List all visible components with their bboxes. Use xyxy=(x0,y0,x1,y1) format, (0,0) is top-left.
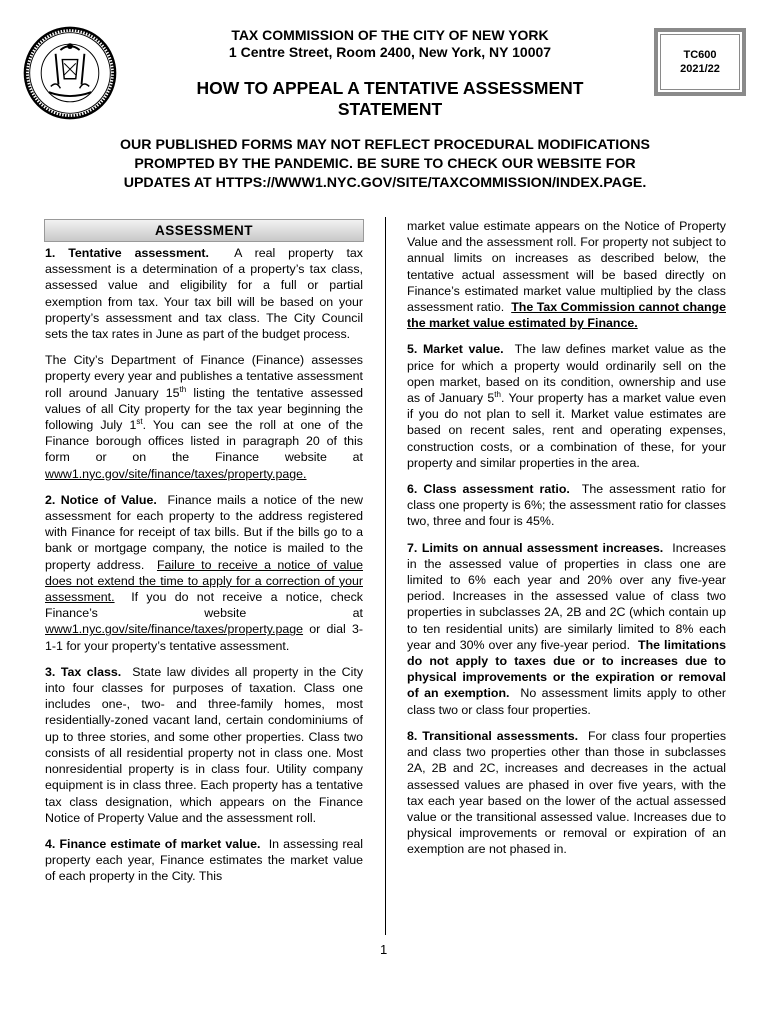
notice-line-3: UPDATES AT HTTPS://WWW1.NYC.GOV/SITE/TAXCOMMISSION/INDEX.PAGE. xyxy=(123,175,647,191)
form-id-box xyxy=(654,28,746,96)
organization-name: TAX COMMISSION OF THE CITY OF NEW YORK xyxy=(231,27,549,43)
superscript: th xyxy=(179,384,187,394)
paragraph-heading: 4. Finance estimate of market value. xyxy=(45,836,261,851)
paragraph-tax-class xyxy=(45,664,363,826)
paragraph-text: . Your property has a market value even if you do not plan to sell it. Market value estimates are based on recent sales, rent and operating expenses, construction costs, or a combination of these, for your property and similar properties in the area. xyxy=(407,391,726,470)
paragraph-transitional-assessments xyxy=(407,728,726,858)
organization-address: 1 Centre Street, Room 2400, New York, NY 10007 xyxy=(228,44,552,60)
paragraph-text: A real property tax assessment is a determination of a property’s tax class, assessed value and eligibility for a full or partial exemption from tax. Your tax bill will be based on your property’s assessment and tax class. The City Council sets the tax rates in June as part of the budget process. xyxy=(45,246,364,342)
document-title xyxy=(140,78,640,120)
superscript: th xyxy=(494,389,501,399)
form-code: TC600 xyxy=(683,49,717,61)
paragraph-heading: 6. Class assessment ratio. xyxy=(407,482,570,497)
paragraph-text: State law divides all property in the City into four classes for purposes of taxation. Class one includes one-, two- and three-family homes, most residentially-zoned vacant land, certain condominiums of up to three stories, and some other properties. Class two consists of all residential property not in class one. Most nonresidential property is in class four. Utility company equipment is in class three. Each property has a tentative tax class designation, which appears on the Finance Notice of Property Value and the assessment roll. xyxy=(45,664,364,825)
paragraph-text: For class four properties and class two properties other than those in subclasses 2A, 2B and 2C, increases and decreases in the actual assessed values are phased in over five years, with the tax each year based on the lower of the actual assessed value or the transitional assessed value. Increases due to physical improvements or removal or expiration of an exemption are not phased in. xyxy=(407,728,727,857)
notice-line-1: OUR PUBLISHED FORMS MAY NOT REFLECT PROCEDURAL MODIFICATIONS xyxy=(120,137,650,153)
paragraph-notice-of-value xyxy=(45,492,363,654)
paragraph-text: In assessing real property each year, Finance estimates the market value of each property in the City. This xyxy=(45,836,364,884)
paragraph-finance-estimate-continued xyxy=(407,218,726,331)
paragraph-heading: 8. Transitional assessments. xyxy=(407,728,579,743)
paragraph-market-value xyxy=(407,341,726,471)
notice-line-2: PROMPTED BY THE PANDEMIC. BE SURE TO CHECK OUR WEBSITE FOR xyxy=(134,156,636,172)
paragraph-text: or dial 3-1-1 for your property’s tentative assessment. xyxy=(45,622,363,653)
paragraph-text: The City’s Department of Finance (Finance) assesses property every year and publishes a tentative assessment roll around January 15 xyxy=(45,353,363,400)
column-divider xyxy=(385,217,386,935)
paragraph-heading: 7. Limits on annual assessment increases. xyxy=(407,540,664,555)
paragraph-finance-roll xyxy=(45,352,363,482)
bold-underlined-statement: The Tax Commission cannot change the market value estimated by Finance. xyxy=(407,300,726,331)
paragraph-text: Finance mails a notice of the new assessment for each property to the address registered with Finance for receipt of tax bills. But if the bills go to a bank or mortgage company, the notice is mailed to the property address. xyxy=(45,492,363,572)
paragraph-class-assessment-ratio xyxy=(407,481,726,530)
paragraph-heading: 3. Tax class. xyxy=(45,664,122,679)
paragraph-text: listing the tentative assessed values of all City property for the tax year beginning the following July 1 xyxy=(45,385,364,433)
right-column xyxy=(407,218,726,868)
paragraph-finance-estimate xyxy=(45,836,363,885)
paragraph-text: Increases in the assessed value of properties in class one are limited to 6% each year and 20% over any five-year period. Increases in the assessed value of class two properties in subclasses 2A, 2B and 2C (which contain up to ten residential units) are similarly limited to 8% each year and 30% over any five-year period. xyxy=(407,540,726,652)
page-number: 1 xyxy=(380,942,388,957)
left-column xyxy=(45,245,363,895)
title-line-2: STATEMENT xyxy=(337,99,443,119)
paragraph-text: The law defines market value as the price for which a property would ordinarily sell on the open market, based on its condition, ownership and use as of January 5 xyxy=(407,342,726,406)
paragraph-heading: 1. Tentative assessment. xyxy=(45,246,209,260)
finance-property-link[interactable]: www1.nyc.gov/site/finance/taxes/property.page xyxy=(45,622,304,637)
header-organization xyxy=(140,27,640,61)
superscript: st xyxy=(136,416,143,426)
paragraph-text: . You can see the roll at one of the Finance borough offices listed in paragraph 20 of this form or on the Finance website at xyxy=(45,418,363,465)
paragraph-tentative-assessment xyxy=(45,245,363,342)
finance-website-link[interactable]: www1.nyc.gov/site/finance/taxes/property.page. xyxy=(45,466,307,481)
underlined-warning: Failure to receive a notice of value does not extend the time to apply for a correction of your assessment. xyxy=(45,557,363,605)
paragraph-heading: 2. Notice of Value. xyxy=(45,492,157,507)
bold-statement: The limitations do not apply to taxes due or to increases due to physical improvements or the expiration or removal of an exemption. xyxy=(407,637,726,701)
title-line-1: HOW TO APPEAL A TENTATIVE ASSESSMENT xyxy=(196,78,584,98)
paragraph-text: No assessment limits apply to other class two or class four properties. xyxy=(407,686,726,717)
paragraph-heading: 5. Market value. xyxy=(407,342,504,357)
paragraph-limits-on-increases xyxy=(407,540,726,718)
paragraph-text: market value estimate appears on the Notice of Property Value and the assessment roll. For property not subject to annual limits on increases as described below, the tentative actual assessment will be based directly on Finance’s estimated market value multiplied by the class assessment ratio. xyxy=(407,219,726,315)
paragraph-text: The assessment ratio for class one property is 6%; the assessment ratio for classes two, three and four is 45%. xyxy=(407,482,726,529)
section-heading-assessment: ASSESSMENT xyxy=(44,219,364,242)
pandemic-notice xyxy=(60,136,710,193)
paragraph-text: If you do not receive a notice, check Finance’s website at xyxy=(45,590,363,621)
city-seal-logo xyxy=(22,25,118,121)
form-year: 2021/22 xyxy=(680,63,720,75)
